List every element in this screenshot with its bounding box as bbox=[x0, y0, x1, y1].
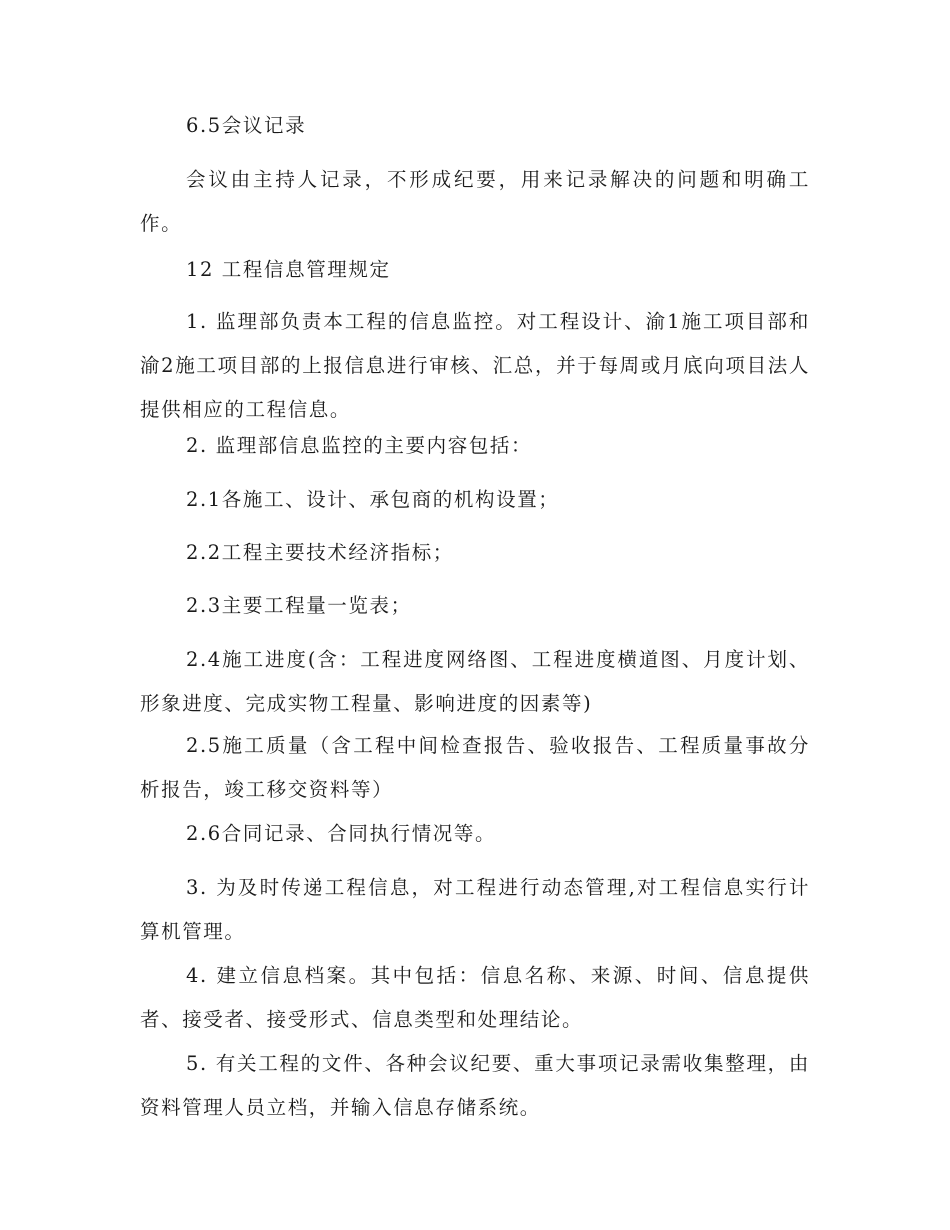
section-heading-meeting-records: 6.5会议记录 bbox=[186, 114, 307, 137]
paragraph-item-2-4: 2.4施工进度(含：工程进度网络图、工程进度横道图、月度计划、形象进度、完成实物工程量、影响进度的因素等) bbox=[140, 648, 810, 715]
paragraph-item-2-1: 2.1各施工、设计、承包商的机构设置； bbox=[186, 488, 560, 511]
paragraph-item-3: 3. 为及时传递工程信息，对工程进行动态管理,对工程信息实行计算机管理。 bbox=[140, 876, 810, 943]
paragraph-item-2: 2. 监理部信息监控的主要内容包括： bbox=[186, 434, 533, 457]
paragraph-item-4: 4. 建立信息档案。其中包括：信息名称、来源、时间、信息提供者、接受者、接受形式、信息类型和处理结论。 bbox=[140, 964, 810, 1031]
section-heading-info-management: 12 工程信息管理规定 bbox=[186, 258, 391, 281]
paragraph-meeting-records-body: 会议由主持人记录，不形成纪要，用来记录解决的问题和明确工作。 bbox=[140, 168, 810, 235]
paragraph-item-5: 5. 有关工程的文件、各种会议纪要、重大事项记录需收集整理，由资料管理人员立档，并输入信息存储系统。 bbox=[140, 1052, 810, 1119]
paragraph-item-2-6: 2.6合同记录、合同执行情况等。 bbox=[186, 822, 497, 845]
paragraph-item-2-5: 2.5施工质量（含工程中间检查报告、验收报告、工程质量事故分析报告，竣工移交资料等） bbox=[140, 734, 810, 801]
paragraph-item-1: 1. 监理部负责本工程的信息监控。对工程设计、渝1施工项目部和渝2施工项目部的上报信息进行审核、汇总，并于每周或月底向项目法人提供相应的工程信息。 bbox=[140, 310, 810, 421]
paragraph-item-2-2: 2.2工程主要技术经济指标； bbox=[186, 541, 454, 564]
paragraph-item-2-3: 2.3主要工程量一览表； bbox=[186, 594, 412, 617]
